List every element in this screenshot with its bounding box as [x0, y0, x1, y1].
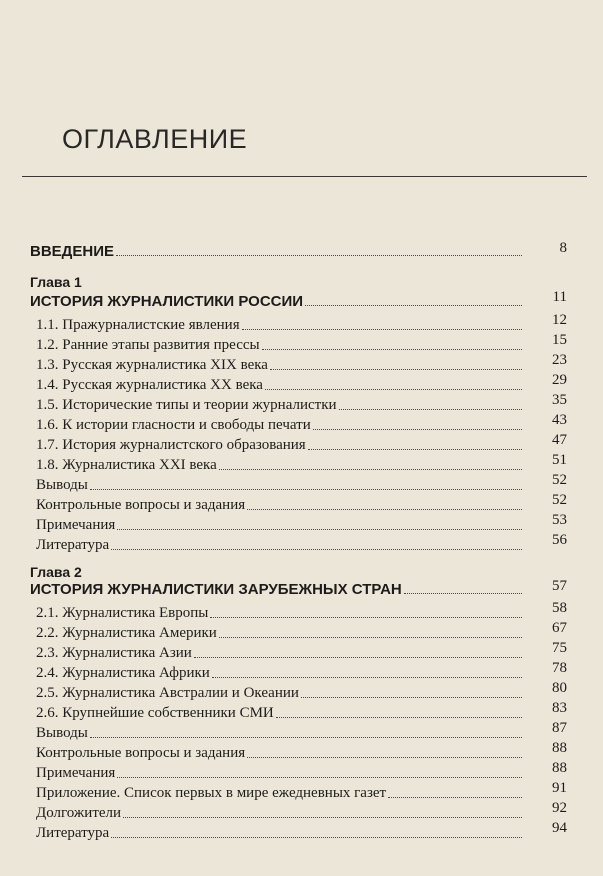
toc-entry[interactable] — [36, 742, 522, 762]
toc-entry-label: Контрольные вопросы и задания — [36, 745, 246, 761]
toc-entry-label: ВВЕДЕНИЕ — [30, 243, 114, 260]
dot-leader — [262, 349, 522, 350]
dot-leader — [388, 797, 522, 798]
toc-entry-page: 11 — [552, 289, 567, 305]
toc-entry-label: 1.4. Русская журналистика XX века — [36, 377, 263, 393]
toc-entry[interactable] — [36, 642, 522, 662]
toc-entry-page: 58 — [552, 600, 567, 616]
dot-leader — [313, 429, 522, 430]
dot-leader — [123, 817, 522, 818]
toc-entry-label: 1.2. Ранние этапы развития прессы — [36, 337, 260, 353]
toc-entry-label: 1.1. Пражурналистские явления — [36, 317, 240, 333]
toc-entry-label: Примечания — [36, 765, 116, 781]
toc-entry[interactable] — [36, 354, 522, 374]
toc-entry[interactable] — [36, 802, 522, 822]
dot-leader — [194, 657, 522, 658]
toc-entry-page: 80 — [552, 680, 567, 696]
toc-entry[interactable] — [36, 494, 522, 514]
toc-entry[interactable] — [36, 822, 522, 842]
toc-entry[interactable] — [36, 454, 522, 474]
toc-entry-label: Литература — [36, 537, 110, 553]
toc-entry-label: Литература — [36, 825, 110, 841]
title-divider — [22, 176, 587, 177]
dot-leader — [117, 529, 522, 530]
dot-leader — [242, 329, 522, 330]
dot-leader — [247, 509, 522, 510]
dot-leader — [308, 449, 522, 450]
toc-entry-label: ИСТОРИЯ ЖУРНАЛИСТИКИ РОССИИ — [30, 293, 304, 310]
toc-entry-label: 1.8. Журналистика XXI века — [36, 457, 217, 473]
dot-leader — [210, 617, 522, 618]
toc-entry-label: Выводы — [36, 477, 88, 493]
toc-entry[interactable] — [36, 622, 522, 642]
toc-entry[interactable] — [36, 702, 522, 722]
toc-entry-page: 88 — [552, 760, 567, 776]
toc-entry-page: 52 — [552, 472, 567, 488]
dot-leader — [301, 697, 522, 698]
toc-entry-page: 23 — [552, 352, 567, 368]
toc-entry-label: ИСТОРИЯ ЖУРНАЛИСТИКИ ЗАРУБЕЖНЫХ СТРАН — [30, 581, 402, 598]
toc-entry[interactable] — [36, 514, 522, 534]
toc-entry-page: 78 — [552, 660, 567, 676]
toc-entry-label: 2.4. Журналистика Африки — [36, 665, 210, 681]
dot-leader — [116, 255, 522, 256]
dot-leader — [265, 389, 522, 390]
toc-entry-label: 1.7. История журналистского образования — [36, 437, 306, 453]
dot-leader — [247, 757, 522, 758]
toc-entry-label: Контрольные вопросы и задания — [36, 497, 246, 513]
toc-entry[interactable] — [36, 534, 522, 554]
dot-leader — [90, 737, 522, 738]
toc-entry[interactable] — [36, 662, 522, 682]
toc-entry[interactable] — [36, 394, 522, 414]
toc-entry[interactable] — [36, 434, 522, 454]
dot-leader — [111, 837, 522, 838]
dot-leader — [219, 637, 522, 638]
toc-entry[interactable] — [36, 782, 522, 802]
toc-entry-page: 43 — [552, 412, 567, 428]
toc-entry-page: 57 — [552, 578, 567, 594]
toc-entry-page: 35 — [552, 392, 567, 408]
toc-entry[interactable] — [36, 722, 522, 742]
chapter-2-heading[interactable] — [30, 578, 522, 598]
toc-entry-label: 2.6. Крупнейшие собственники СМИ — [36, 705, 274, 721]
toc-entry-page: 83 — [552, 700, 567, 716]
toc-entry-page: 12 — [552, 312, 567, 328]
toc-entry-page: 87 — [552, 720, 567, 736]
dot-leader — [339, 409, 522, 410]
toc-entry-intro[interactable] — [30, 240, 522, 260]
toc-entry[interactable] — [36, 682, 522, 702]
dot-leader — [276, 717, 522, 718]
toc-entry-label: 1.3. Русская журналистика XIX века — [36, 357, 268, 373]
toc-entry-label: Примечания — [36, 517, 116, 533]
toc-entry[interactable] — [36, 414, 522, 434]
chapter-1-heading[interactable] — [30, 290, 522, 310]
toc-entry-label: Приложение. Список первых в мире ежедневных газет — [36, 785, 387, 801]
dot-leader — [212, 677, 522, 678]
toc-entry-page: 52 — [552, 492, 567, 508]
toc-entry-label: 2.1. Журналистика Европы — [36, 605, 209, 621]
toc-entry-page: 8 — [559, 240, 567, 256]
toc-entry-page: 75 — [552, 640, 567, 656]
toc-entry[interactable] — [36, 762, 522, 782]
toc-entry-page: 92 — [552, 800, 567, 816]
toc-entry-page: 88 — [552, 740, 567, 756]
toc-entry-page: 94 — [552, 820, 567, 836]
chapter-2-label: Глава 2 — [30, 564, 82, 580]
toc-entry-label: Выводы — [36, 725, 88, 741]
dot-leader — [219, 469, 522, 470]
toc-entry[interactable] — [36, 602, 522, 622]
toc-entry-page: 15 — [552, 332, 567, 348]
toc-entry-label: 1.6. К истории гласности и свободы печати — [36, 417, 311, 433]
dot-leader — [305, 305, 522, 306]
toc-entry-label: 2.3. Журналистика Азии — [36, 645, 192, 661]
toc-entry-page: 51 — [552, 452, 567, 468]
toc-entry[interactable] — [36, 334, 522, 354]
toc-entry-label: 2.2. Журналистика Америки — [36, 625, 217, 641]
dot-leader — [90, 489, 522, 490]
toc-entry-label: 2.5. Журналистика Австралии и Океании — [36, 685, 299, 701]
toc-entry-label: 1.5. Исторические типы и теории журналистки — [36, 397, 337, 413]
chapter-1-label: Глава 1 — [30, 274, 82, 290]
toc-entry[interactable] — [36, 374, 522, 394]
toc-entry-page: 67 — [552, 620, 567, 636]
page-title: ОГЛАВЛЕНИЕ — [62, 124, 248, 154]
toc-entry-page: 47 — [552, 432, 567, 448]
dot-leader — [111, 549, 522, 550]
toc-entry-page: 91 — [552, 780, 567, 796]
dot-leader — [117, 777, 522, 778]
toc-entry-page: 56 — [552, 532, 567, 548]
toc-entry[interactable] — [36, 314, 522, 334]
toc-entry[interactable] — [36, 474, 522, 494]
toc-entry-label: Долгожители — [36, 805, 122, 821]
toc-entry-page: 29 — [552, 372, 567, 388]
dot-leader — [404, 593, 522, 594]
dot-leader — [270, 369, 522, 370]
toc-entry-page: 53 — [552, 512, 567, 528]
